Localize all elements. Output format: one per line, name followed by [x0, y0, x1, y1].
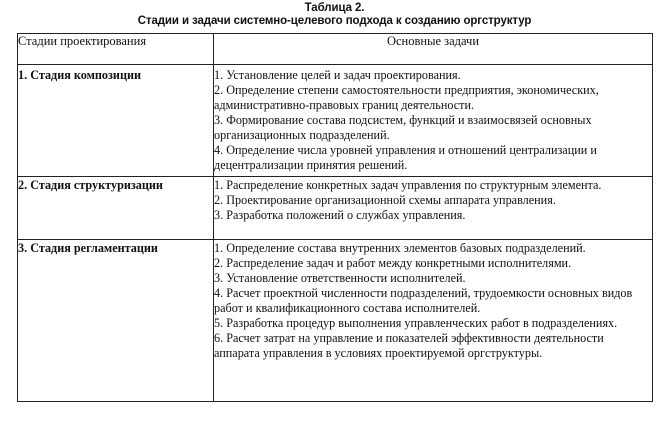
header-row — [18, 34, 653, 65]
task-item: 5. Разработка процедур выполнения управленческих работ в подразделениях. — [214, 316, 618, 330]
task-item: 1. Распределение конкретных задач управления по структурным элемента. — [214, 178, 602, 192]
tasks-cell — [214, 240, 653, 402]
table-title: Стадии и задачи системно-целевого подхода к созданию оргструктур — [137, 15, 532, 27]
task-item: 6. Расчет затрат на управление и показателей эффективности деятельности аппарата управления в условиях проектируемой оргструктуры. — [214, 331, 604, 360]
task-item: 3. Формирование состава подсистем, функций и взаимосвязей основных организационных подразделений. — [214, 113, 592, 142]
task-item: 1. Установление целей и задач проектирования. — [214, 68, 461, 82]
task-item: 3. Установление ответственности исполнителей. — [214, 271, 466, 285]
stage-composition: 1. Стадия композиции — [18, 65, 214, 177]
task-item: 1. Определение состава внутренних элементов базовых подразделений. — [214, 241, 586, 255]
task-item: 2. Проектирование организационной схемы аппарата управления. — [214, 193, 556, 207]
table-row — [18, 240, 653, 402]
tasks-cell — [214, 177, 653, 240]
task-item: 3. Разработка положений о службах управления. — [214, 208, 466, 222]
header-stages: Стадии проектирования — [18, 34, 214, 65]
table-number: Таблица 2. — [304, 2, 365, 14]
task-item: 4. Определение числа уровней управления и отношений централизации и децентрализации принятия решений. — [214, 143, 597, 172]
header-tasks: Основные задачи — [214, 34, 653, 65]
stage-regulation: 3. Стадия регламентации — [18, 240, 214, 402]
stages-table — [17, 33, 653, 402]
task-item: 2. Определение степени самостоятельности предприятия, экономических, административно-правовых границ деятельности. — [214, 83, 599, 112]
task-item: 2. Распределение задач и работ между конкретными исполнителями. — [214, 256, 572, 270]
table-row — [18, 177, 653, 240]
task-item: 4. Расчет проектной численности подразделений, трудоемкости основных видов работ и квалификационного состава исполнителей. — [214, 286, 633, 315]
stage-structuring: 2. Стадия структуризации — [18, 177, 214, 240]
tasks-cell — [214, 65, 653, 177]
table-row — [18, 65, 653, 177]
